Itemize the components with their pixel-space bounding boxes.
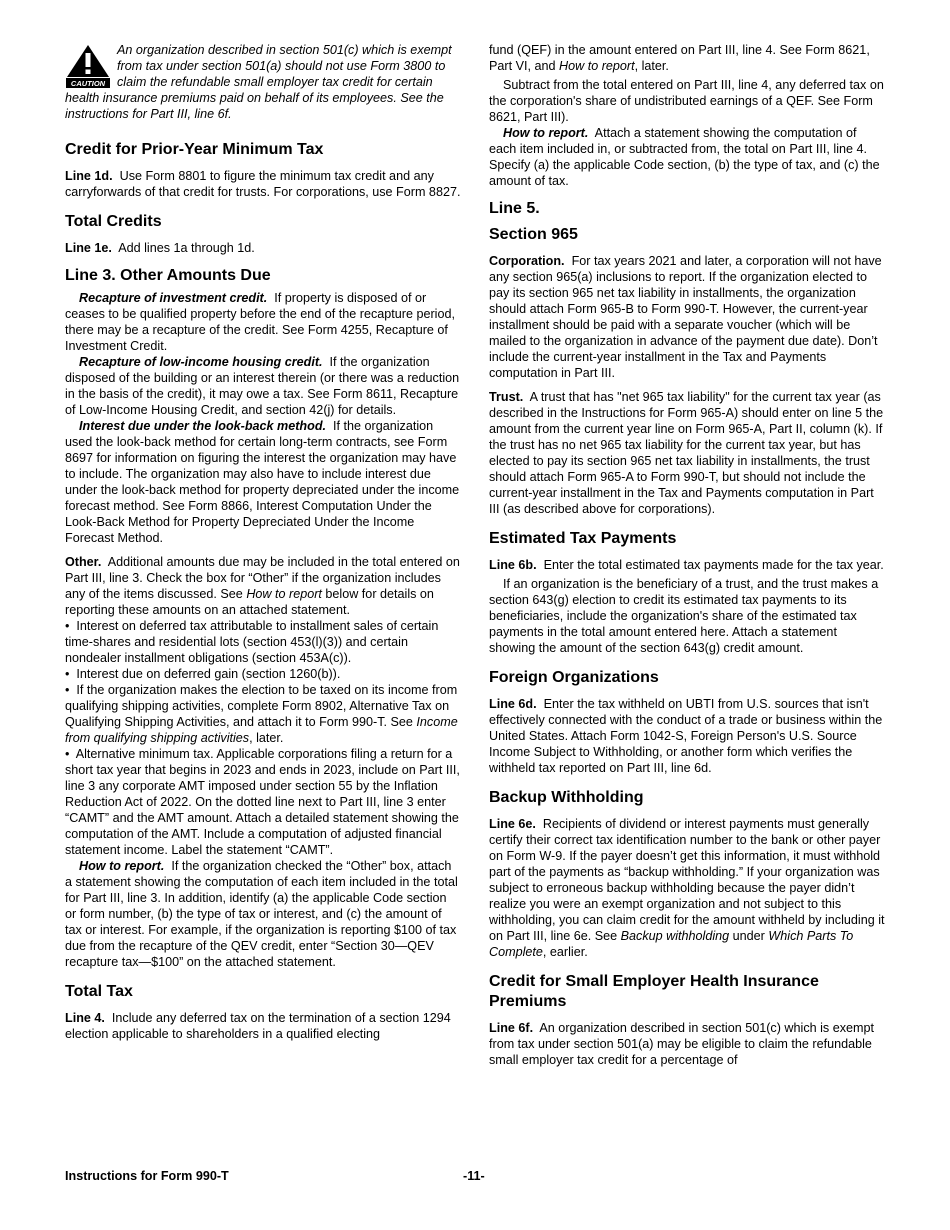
heading-total-tax: Total Tax: [65, 983, 133, 1000]
bullet-3-text-a: If the organization makes the election to be taxed on its income from qualifying shipping activities, complete Form 8902, Alternative Tax on Qualifying Shipping Activities, and attach it to Form 990-T. See: [65, 683, 458, 729]
text-line-6e-end: , earlier.: [542, 945, 588, 959]
bullet-3-italic: Income from qualifying shipping activities: [65, 715, 458, 745]
heading-line-3: Line 3. Other Amounts Due: [65, 267, 271, 284]
paragraph-line-1e: [65, 240, 461, 256]
heading-small-employer-credit: Credit for Small Employer Health Insurance Premiums: [489, 973, 819, 1010]
lead-line-6f: Line 6f.: [489, 1021, 534, 1035]
lead-line-6b: Line 6b.: [489, 558, 537, 572]
paragraph-lookback: [65, 418, 461, 546]
left-column: [65, 42, 461, 1042]
paragraph-how-to-report-line4: [489, 125, 885, 189]
paragraph-line-1d: [65, 168, 461, 200]
bullet-item: • If the organization makes the election to be taxed on its income from qualifying shipping activities, complete Form 8902, Alternative Tax on Qualifying Shipping Activities, and attach it to Form 990-T. See Income from qualifying shipping activities, later.: [65, 683, 458, 745]
bullet-4-text: Alternative minimum tax. Applicable corporations filing a return for a short tax year that begins in 2023 and ends in 2023, include on Part III, line 3 any corporate AMT imposed under section 55 by the Inflation Reduction Act of 2022. On the dotted line next to Part III, line 3 enter “CAMT” and the AMT amount. Attach a detailed statement showing the computation of the AMT. Include a computation of adjusted financial statement income. Label the statement “CAMT”.: [65, 747, 460, 857]
heading-line-5: Line 5.: [489, 200, 540, 217]
lead-line-1d: Line 1d.: [65, 169, 113, 183]
text-cont-a: fund (QEF) in the amount entered on Part III, line 4. See Form 8621, Part VI, and: [489, 43, 870, 73]
lead-trust: Trust.: [489, 390, 524, 404]
text-how-to-report-line4: Attach a statement showing the computation of each item included in, or subtracted from, the total on Part III, line 4. Specify (a) the applicable Code section, (b) the type of tax, and (c) the amount of tax.: [489, 126, 880, 188]
text-subtract: Subtract from the total entered on Part III, line 4, any deferred tax on the corporation's share of undistributed earnings of a QEF. See Form 8621, Part III).: [489, 78, 884, 124]
text-line-6e: Recipients of dividend or interest payments must generally certify their correct tax identification number to the bank or other payer on Form W-9. If the payer doesn’t get this information, it must withhold part of the payments as “backup withholding.” If your organization was subject to erroneous backup withholding because the payer didn’t realize you were an exempt organization and not subject to this withholding, you can claim credit for the amount withheld by including it on Part III, line 6e. See: [489, 817, 885, 943]
text-trust-beneficiary: If an organization is the beneficiary of a trust, and the trust makes a section 643(g) election to credit its estimated tax payments to its beneficiaries, include the organization's share of the estimated tax payments in the total amount entered here. Attach a statement showing the amount of the section 643(g) credit amount.: [489, 577, 879, 655]
text-cont-italic: How to report: [559, 59, 635, 73]
lead-recapture-investment: Recapture of investment credit.: [79, 291, 268, 305]
lead-lookback: Interest due under the look-back method.: [79, 419, 327, 433]
text-line-6b: Enter the total estimated tax payments made for the tax year.: [543, 558, 884, 572]
bullet-item: • Alternative minimum tax. Applicable corporations filing a return for a short tax year that begins in 2023 and ends in 2023, include on Part III, line 3 any corporate AMT imposed under section 55 by the Inflation Reduction Act of 2022. On the dotted line next to Part III, line 3 enter “CAMT” and the AMT amount. Attach a detailed statement showing the computation of the AMT. Include a computation of adjusted financial statement income. Label the statement “CAMT”.: [65, 747, 460, 857]
heading-estimated-tax-payments: Estimated Tax Payments: [489, 530, 677, 547]
lead-how-to-report-line3: How to report.: [79, 859, 165, 873]
paragraph-recapture-investment: [65, 290, 461, 354]
text-line-6d: Enter the tax withheld on UBTI from U.S. sources that isn't effectively connected with the conduct of a trade or business within the United States. Attach Form 1042-S, Foreign Person's U.S. Source Income Subject to Withholding, or another form which verifies the withheld tax reported on Part III, line 6d.: [489, 697, 883, 775]
text-other-b: below for details on reporting these amounts on an attached statement.: [65, 587, 434, 617]
paragraph-line-6f: [489, 1020, 885, 1068]
paragraph-other: [65, 554, 461, 618]
text-line-6e-mid: under: [732, 929, 765, 943]
text-other-a: Additional amounts due may be included in the total entered on Part III, line 3. Check the box for “Other” if the organization includes any of the items discussed. See: [65, 555, 460, 601]
text-trust: A trust that has "net 965 tax liability" for the current tax year (as described in the Instructions for Form 965-A) should enter on line 5 the amount from the current year line on Form 965-A, Part II, column (k). If the trust has no net 965 tax liability for the current tax year, but has elected to pay its section 965 net tax liability in installments, the trust should attach Form 965-A to Form 990-T, but should not include the current-year installment in the Tax and Payments computation in Part III (as described above for corporations).: [489, 390, 884, 516]
heading-foreign-organizations: Foreign Organizations: [489, 669, 659, 686]
text-other-italic: How to report: [246, 587, 322, 601]
text-line-4: Include any deferred tax on the termination of a section 1294 election applicable to shareholders in a qualified electing: [65, 1011, 451, 1041]
text-line-1d: Use Form 8801 to figure the minimum tax credit and any carryforwards of that credit for trusts. For corporations, use Form 8827.: [65, 169, 461, 199]
lead-line-4: Line 4.: [65, 1011, 105, 1025]
caution-icon-label: CAUTION: [70, 79, 106, 88]
caution-warning-icon: [65, 44, 111, 88]
caution-text: An organization described in section 501(c) which is exempt from tax under section 501(a) should not use Form 3800 to claim the refundable small employer tax credit for certain health insurance premiums paid on behalf of its employees. See the instructions for Part III, line 6f.: [65, 43, 452, 121]
text-cont-b: , later.: [634, 59, 669, 73]
lead-line-6d: Line 6d.: [489, 697, 537, 711]
lead-line-1e: Line 1e.: [65, 241, 112, 255]
text-line-6e-italic1: Backup withholding: [620, 929, 730, 943]
heading-total-credits: Total Credits: [65, 213, 162, 230]
caution-note: [65, 42, 461, 122]
heading-credit-prior-year: Credit for Prior-Year Minimum Tax: [65, 141, 324, 158]
lead-how-to-report-line4: How to report.: [503, 126, 589, 140]
paragraph-corporation: [489, 253, 885, 381]
bullet-3-text-b: , later.: [249, 731, 284, 745]
text-recapture-low-income: If the organization disposed of the building or an interest therein (or there was a reduction in the basis of the credit), it may owe a tax. See Form 8611, Recapture of Low-Income Housing Credit, and section 42(j) for details.: [65, 355, 460, 417]
lead-corporation: Corporation.: [489, 254, 565, 268]
text-lookback: If the organization used the look-back method for certain long-term contracts, see Form 8697 for information on figuring the interest the organization may have to include. The organization may also have to include interest due under the look-back method for property depreciated under the income forecast method. See Form 8866, Interest Computation Under the Look-Back Method for Property Depreciated Under the Income Forecast Method.: [65, 419, 460, 545]
footer-page-number: -11-: [463, 1169, 485, 1183]
text-recapture-investment: If property is disposed of or ceases to be qualified property before the end of the recapture period, there may be a recapture of the credit. See Form 4255, Recapture of Investment Credit.: [65, 291, 455, 353]
paragraph-line-4-continued: [489, 42, 885, 74]
text-corporation: For tax years 2021 and later, a corporation will not have any section 965(a) inclusions to report. If the organization elected to pay its section 965 net tax liability in installments, the organization should attach Form 965-B to Form 990-T. However, the current-year installment should be paid with a separate voucher (which will be mailed to the organization in advance of the payment due date). Don’t include the current-year installment in the Tax and Payments computation in Part III.: [489, 254, 882, 380]
text-line-6e-italic2: Which Parts To Complete: [489, 929, 854, 959]
paragraph-line-6b: [489, 557, 885, 573]
paragraph-trust-beneficiary: [489, 576, 885, 656]
heading-section-965: Section 965: [489, 226, 578, 243]
bullet-2-text: Interest due on deferred gain (section 1260(b)).: [76, 667, 341, 681]
paragraph-recapture-low-income: [65, 354, 461, 418]
paragraph-line-6d: [489, 696, 885, 776]
lead-recapture-low-income: Recapture of low-income housing credit.: [79, 355, 323, 369]
text-how-to-report-line3: If the organization checked the “Other” box, attach a statement showing the computation of each item included in the total for Part III, line 3. In addition, identify (a) the applicable Code section or form number, (b) the type of tax or interest, and (c) the amount of tax or interest. For example, if the organization is reporting $100 of tax due from the recapture of the QEV credit, enter “Section 30—QEV recapture tax—$100” on the attached statement.: [65, 859, 458, 969]
paragraph-subtract: [489, 77, 885, 125]
paragraph-line-6e: [489, 816, 885, 960]
paragraph-line-4: [65, 1010, 461, 1042]
paragraph-trust: [489, 389, 885, 517]
footer-form-name: Instructions for Form 990-T: [65, 1169, 229, 1183]
text-line-6f: An organization described in section 501(c) which is exempt from tax under section 501(a) may be eligible to claim the refundable small employer tax credit for a percentage of: [489, 1021, 875, 1067]
right-column: [489, 42, 885, 1068]
bullet-item: • Interest on deferred tax attributable to installment sales of certain time-shares and residential lots (section 453(l)(3)) and certain nondealer installment obligations (section 453A(c)).: [65, 619, 439, 665]
lead-other: Other.: [65, 555, 102, 569]
bullet-item: • Interest due on deferred gain (section 1260(b)).: [65, 667, 341, 681]
text-line-1e: Add lines 1a through 1d.: [118, 241, 255, 255]
bullet-1-text: Interest on deferred tax attributable to installment sales of certain time-shares and residential lots (section 453(l)(3)) and certain nondealer installment obligations (section 453A(c)).: [65, 619, 439, 665]
lead-line-6e: Line 6e.: [489, 817, 536, 831]
paragraph-how-to-report-line3: [65, 858, 461, 970]
heading-backup-withholding: Backup Withholding: [489, 789, 644, 806]
